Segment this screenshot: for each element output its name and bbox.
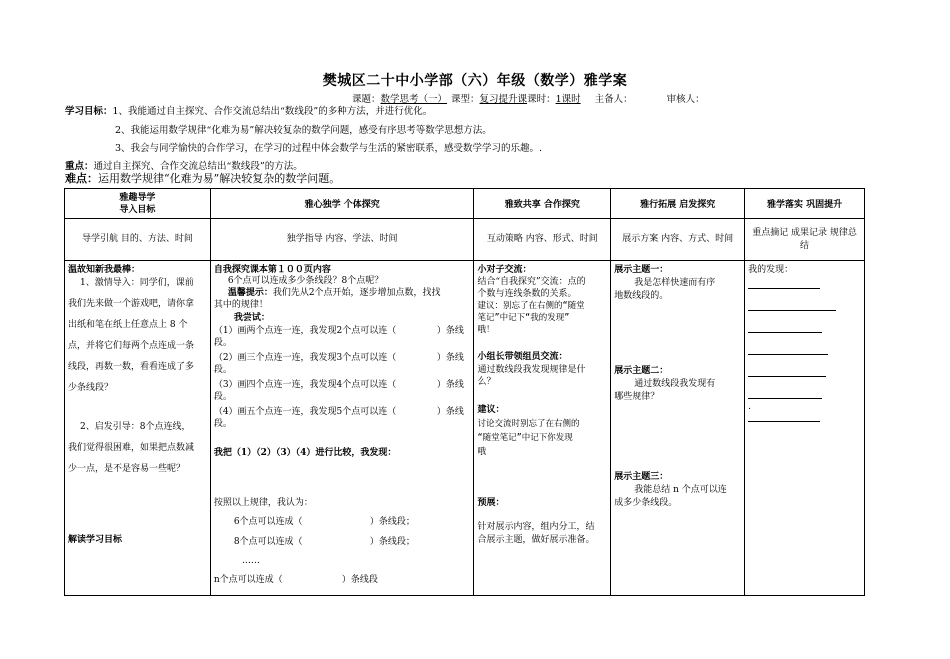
pair-text: 个数与连线条数的关系。 <box>477 289 577 299</box>
subheader: 展示方案 内容、方式、时间 <box>611 219 745 261</box>
tip-text: 其中的规律！ <box>213 300 268 310</box>
lesson-table <box>64 188 865 596</box>
guide-line: 少一点，是不是容易一些呢？ <box>68 464 186 474</box>
suggest-note: 哦 <box>477 447 486 457</box>
header-guide: 雅趣导学 导入目标 <box>65 189 211 219</box>
try-item-1-end: ）条线 <box>436 326 464 336</box>
show-topic-2-text: 通过数线段我发现有 <box>634 379 716 389</box>
try-item-2: （2）画三个点连一连，我发现3个点可以连（ <box>213 353 397 363</box>
cooperate-cell <box>474 261 611 596</box>
try-label: 我尝试： <box>233 313 270 323</box>
intro-line: 出纸和笔在纸上任意点上 8 个 <box>68 320 188 330</box>
review-heading: 温故知新我最棒： <box>68 265 141 275</box>
pair-text: 结合“自我探究”交流：点的 <box>477 277 586 287</box>
subheader: 重点摘记 成果记录 规律总结 <box>745 219 865 261</box>
intro-line: 点，并将它们每两个点连成一条 <box>68 341 195 351</box>
compare-line: 我把（1）（2）（3）（4）进行比较，我发现： <box>213 448 397 458</box>
rule-line: 按照以上规律，我认为： <box>213 498 313 508</box>
show-topic-2: 展示主题二： <box>614 366 669 376</box>
intro-line: 1、激情导入：同学们，课前 <box>80 278 194 288</box>
pair-note: 笔记”中记下“我的发现” <box>477 313 570 323</box>
goal-item: 2、我能运用数学规律“化难为易”解决较复杂的数学问题，感受有序思考等数学思想方法。 <box>115 125 492 136</box>
show-topic-3: 展示主题三： <box>614 472 669 482</box>
guide-cell <box>65 261 211 596</box>
consolidate-cell <box>745 261 865 596</box>
hours-value: 1课时 <box>555 94 581 105</box>
meta-line <box>352 91 705 105</box>
answer-line <box>748 398 822 399</box>
header-self-study: 雅心独学 个体探究 <box>210 189 474 219</box>
type-label: 课型： <box>451 94 480 105</box>
header-cooperate: 雅致共享 合作探究 <box>474 189 611 219</box>
difficulty-text: 运用数学规律“化难为易”解决较复杂的数学问题。 <box>98 172 341 185</box>
preview-text: 合展示主题，做好展示准备。 <box>477 535 595 545</box>
show-topic-3-text: 成多少条线段。 <box>614 498 678 508</box>
goal-item: 3、我会与同学愉快的合作学习，在学习的过程中体会数学与生活的紧密联系，感受数学学习的乐趣。. <box>115 143 543 154</box>
show-topic-2-text: 哪些规律？ <box>614 392 660 402</box>
hours-label: 课时： <box>527 94 556 105</box>
try-item-2-cont: 段。 <box>213 365 232 375</box>
header-consolidate: 雅学落实 巩固提升 <box>745 189 865 219</box>
suggest-heading: 建议： <box>477 405 505 415</box>
try-item-4-cont: 段。 <box>213 419 232 429</box>
show-topic-1-text: 地数线段的。 <box>614 291 669 301</box>
type-value: 复习提升课 <box>479 94 528 105</box>
group-text: 么？ <box>477 377 496 387</box>
intro-line: 线段，再数一数，看看连成了多 <box>68 362 195 372</box>
answer-line <box>748 421 820 422</box>
difficulty-label: 难点： <box>65 172 98 185</box>
goals-label: 学习目标： <box>65 106 113 117</box>
try-item-3: （3）画四个点连一连，我发现4个点可以连（ <box>213 380 397 390</box>
try-item-1-cont: 段。 <box>213 338 232 348</box>
try-item-3-cont: 段。 <box>213 392 232 402</box>
guide-line: 我们觉得很困难，如果把点数减 <box>68 443 195 453</box>
subheader: 互动策略 内容、形式、时间 <box>474 219 611 261</box>
show-topic-3-text: 我能总结 n 个点可以连 <box>634 485 727 495</box>
goal-item: 1、我能通过自主探究、合作交流总结出“数线段”的多种方法，并进行优化。 <box>112 106 433 117</box>
subheader: 独学指导 内容、学法、时间 <box>210 219 474 261</box>
try-item-4: （4）画五个点连一连，我发现5个点可以连（ <box>213 407 397 417</box>
intro-line: 我们先来做一个游戏吧，请你拿 <box>68 299 195 309</box>
try-item-3-end: ）条线 <box>436 380 464 390</box>
header-expand: 雅行拓展 启发探究 <box>611 189 745 219</box>
preview-heading: 预展： <box>477 498 505 508</box>
trailing-dot: . <box>748 402 751 412</box>
answer-line <box>748 288 820 289</box>
answer-line <box>748 332 822 333</box>
document-title: 樊城区二十中小学部（六）年级（数学）雅学案 <box>322 73 628 89</box>
try-item-4-end: ）条线 <box>436 407 464 417</box>
rule-6-end: ）条线段； <box>369 517 415 527</box>
topic-label: 课题： <box>352 94 381 105</box>
read-goals-heading: 解读学习目标 <box>68 535 123 545</box>
rule-8: 8个点可以连成（ <box>233 537 303 547</box>
reviewer-label: 审核人： <box>666 94 705 105</box>
suggest-note: “随堂笔记”中记下你发现 <box>477 433 573 443</box>
self-study-cell <box>210 261 474 596</box>
answer-line <box>748 310 836 311</box>
group-heading: 小组长带领组员交流： <box>477 352 568 362</box>
ellipsis: …… <box>241 556 260 566</box>
tip-label: 温馨提示： <box>227 288 273 298</box>
rule-8-end: ）条线段； <box>369 537 415 547</box>
pair-note: 哦！ <box>477 325 495 335</box>
tip-text: 我们先从2个点开始，逐步增加点数，找找 <box>272 288 441 298</box>
rule-n-end: ）条线段 <box>341 575 378 585</box>
topic-value: 数学思考（一） <box>380 94 448 105</box>
question: 6个点可以连成多少条线段？8个点呢？ <box>227 276 384 286</box>
explore-heading: 自我探究课本第１００页内容 <box>213 265 331 275</box>
subheader: 导学引航 目的、方法、时间 <box>65 219 211 261</box>
preview-text: 针对展示内容，组内分工，结 <box>477 522 595 532</box>
show-topic-1-text: 我是怎样快速而有序 <box>634 278 716 288</box>
key-label: 重点： <box>65 161 94 172</box>
try-item-1: （1）画两个点连一连，我发现2个点可以连（ <box>213 326 397 336</box>
answer-line <box>748 354 828 355</box>
expand-cell <box>611 261 745 596</box>
show-topic-1: 展示主题一： <box>614 265 669 275</box>
try-item-2-end: ）条线 <box>436 353 464 363</box>
suggest-note: 讨论交流时别忘了在右侧的 <box>477 419 580 429</box>
rule-6: 6个点可以连成（ <box>233 517 303 527</box>
pair-heading: 小对子交流： <box>477 265 532 275</box>
preparer-label: 主备人： <box>594 94 633 105</box>
rule-n: n个点可以连成（ <box>213 575 283 585</box>
key-text: 通过自主探究、合作交流总结出“数线段”的方法。 <box>93 161 303 172</box>
my-findings-label: 我的发现： <box>748 265 794 275</box>
pair-note: 建议：别忘了在右侧的“随堂 <box>477 301 585 311</box>
guide-line: 2、启发引导：8个点连线， <box>80 422 191 432</box>
group-text: 通过数线段我发现规律是什 <box>477 365 586 375</box>
intro-line: 少条线段？ <box>68 383 114 393</box>
answer-line <box>748 376 826 377</box>
